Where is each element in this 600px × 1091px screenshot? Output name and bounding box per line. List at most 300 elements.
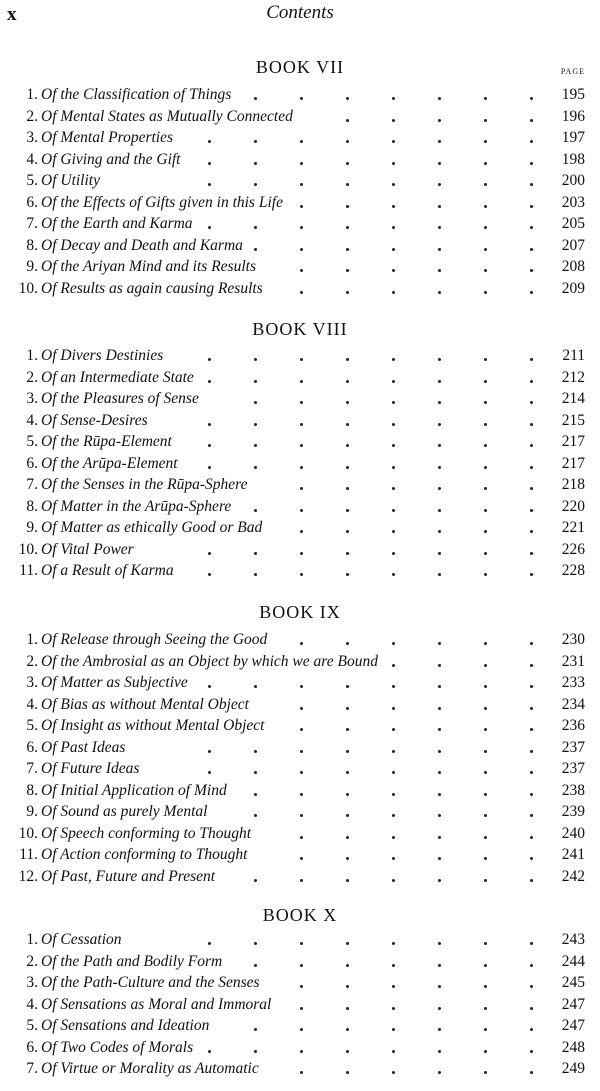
entry-number: 4. [26, 695, 38, 713]
leader-dot [530, 183, 533, 186]
entry-title: Of a Result of Karma [41, 562, 174, 579]
leader-dot [346, 291, 349, 294]
leader-dot [208, 1050, 211, 1053]
leader-dot [300, 358, 303, 361]
leader-dot [346, 814, 349, 817]
leader-dot [346, 857, 349, 860]
entry-number: 9. [26, 519, 38, 536]
leader-dot [254, 793, 257, 796]
entry-title: Of Utility [41, 172, 100, 189]
entry-number: 10. [18, 540, 38, 558]
toc-entry [0, 629, 600, 651]
leader-dot [254, 771, 257, 774]
leader-dot [392, 1028, 395, 1031]
entry-title: Of Future Ideas [41, 760, 140, 777]
leader-dot [438, 942, 441, 945]
entry-number: 7. [26, 476, 38, 493]
toc-entry [0, 278, 600, 300]
entry-page: 233 [561, 674, 585, 691]
leader-dot [392, 814, 395, 817]
leader-dot [438, 140, 441, 143]
leader-dot [484, 205, 487, 208]
leader-dot [346, 879, 349, 882]
entry-number: 1. [26, 86, 38, 103]
leader-dot [392, 119, 395, 122]
leader-dot [530, 269, 533, 272]
toc-entry [0, 235, 600, 257]
leader-dot [530, 380, 533, 383]
entry-number: 12. [18, 867, 38, 885]
leader-dot [392, 857, 395, 860]
leader-dot [300, 552, 303, 555]
leader-dot [300, 1007, 303, 1010]
leader-dot [300, 793, 303, 796]
entry-title: Of Results as again causing Results [41, 279, 263, 297]
leader-dot [392, 750, 395, 753]
leader-dot [530, 942, 533, 945]
leader-dot [392, 444, 395, 447]
leader-dot [438, 685, 441, 688]
entry-number: 11. [19, 562, 38, 579]
entry-title: Of the Ambrosial as an Object by which we are Bound [41, 652, 378, 670]
leader-dot [300, 140, 303, 143]
leader-dot [438, 444, 441, 447]
leader-dot [300, 964, 303, 967]
entry-number: 4. [26, 411, 38, 429]
entry-number: 5. [26, 433, 38, 450]
leader-dot [346, 140, 349, 143]
toc-entry [0, 994, 600, 1016]
leader-dot [392, 487, 395, 490]
leader-dot [392, 97, 395, 100]
toc-entry [0, 972, 600, 994]
toc-entry [0, 672, 600, 694]
leader-dot [254, 248, 257, 251]
entry-page: 237 [561, 760, 585, 777]
leader-dot [346, 401, 349, 404]
leader-dot [300, 183, 303, 186]
entry-page: 196 [561, 107, 585, 125]
leader-dot [300, 728, 303, 731]
leader-dot [484, 509, 487, 512]
entry-title: Of the Arūpa-Element [41, 454, 178, 472]
book-heading: BOOK IX [259, 602, 341, 622]
leader-dot [392, 879, 395, 882]
leader-dot [208, 942, 211, 945]
leader-dot [530, 642, 533, 645]
leader-dot [300, 642, 303, 645]
leader-dot [392, 380, 395, 383]
leader-dot [530, 985, 533, 988]
leader-dot [530, 444, 533, 447]
entry-page: 195 [561, 86, 585, 103]
leader-dot [346, 942, 349, 945]
entry-page: 244 [561, 952, 585, 970]
leader-dot [530, 119, 533, 122]
leader-dot [300, 509, 303, 512]
leader-dot [392, 162, 395, 165]
leader-dot [392, 985, 395, 988]
entry-page: 243 [561, 931, 585, 948]
entry-page: 230 [561, 631, 585, 648]
leader-dot [346, 964, 349, 967]
entry-title: Of Vital Power [41, 540, 134, 558]
leader-dot [438, 183, 441, 186]
leader-dot [254, 942, 257, 945]
leader-dot [300, 423, 303, 426]
leader-dot [530, 857, 533, 860]
entry-number: 10. [18, 824, 38, 842]
leader-dot [484, 707, 487, 710]
leader-dot [484, 269, 487, 272]
entry-number: 8. [26, 781, 38, 799]
entry-number: 1. [26, 631, 38, 648]
entry-number: 5. [26, 717, 38, 734]
leader-dot [300, 1071, 303, 1074]
leader-dot [392, 205, 395, 208]
toc-entry [0, 694, 600, 716]
leader-dot [392, 552, 395, 555]
entry-page: 242 [561, 867, 585, 885]
leader-dot [346, 162, 349, 165]
leader-dot [392, 1050, 395, 1053]
leader-dot [300, 444, 303, 447]
leader-dot [530, 771, 533, 774]
toc-entry [0, 823, 600, 845]
entry-title: Of Decay and Death and Karma [41, 236, 243, 254]
leader-dot [392, 836, 395, 839]
leader-dot [484, 685, 487, 688]
leader-dot [530, 1007, 533, 1010]
entry-title: Of Past, Future and Present [41, 867, 216, 885]
leader-dot [484, 750, 487, 753]
entry-page: 247 [561, 1017, 585, 1034]
leader-dot [392, 685, 395, 688]
entry-page: 234 [561, 695, 585, 713]
entry-number: 4. [26, 150, 38, 168]
leader-dot [300, 487, 303, 490]
toc-entry [0, 951, 600, 973]
leader-dot [484, 183, 487, 186]
leader-dot [392, 1007, 395, 1010]
leader-dot [346, 552, 349, 555]
leader-dot [208, 573, 211, 576]
entry-title: Of Bias as without Mental Object [41, 695, 249, 713]
entry-number: 11. [19, 846, 38, 863]
toc-entry [0, 256, 600, 278]
leader-dot [254, 183, 257, 186]
leader-dot [392, 664, 395, 667]
entry-number: 3. [26, 974, 38, 991]
leader-dot [438, 1007, 441, 1010]
leader-dot [438, 380, 441, 383]
leader-dot [254, 685, 257, 688]
leader-dot [438, 1050, 441, 1053]
entry-title: Of an Intermediate State [41, 368, 194, 386]
leader-dot [254, 140, 257, 143]
entry-number: 4. [26, 995, 38, 1013]
leader-dot [438, 879, 441, 882]
leader-dot [530, 664, 533, 667]
entry-page: 203 [561, 193, 585, 211]
leader-dot [530, 401, 533, 404]
leader-dot [484, 466, 487, 469]
book-heading: BOOK VIII [252, 319, 348, 339]
leader-dot [530, 509, 533, 512]
leader-dot [346, 642, 349, 645]
entry-number: 6. [26, 193, 38, 211]
leader-dot [346, 380, 349, 383]
leader-dot [530, 530, 533, 533]
toc-entry [0, 410, 600, 432]
leader-dot [484, 793, 487, 796]
leader-dot [438, 1028, 441, 1031]
leader-dot [254, 423, 257, 426]
leader-dot [484, 1007, 487, 1010]
entry-number: 6. [26, 738, 38, 756]
leader-dot [346, 750, 349, 753]
entry-page: 205 [561, 215, 585, 232]
leader-dot [300, 573, 303, 576]
leader-dot [484, 444, 487, 447]
leader-dot [254, 401, 257, 404]
entry-page: 218 [561, 476, 585, 493]
entry-number: 2. [26, 107, 38, 125]
leader-dot [392, 707, 395, 710]
toc-entry [0, 170, 600, 192]
entry-page: 200 [561, 172, 585, 189]
leader-dot [392, 248, 395, 251]
leader-dot [208, 162, 211, 165]
entry-title: Of Sensations and Ideation [41, 1017, 210, 1034]
leader-dot [438, 836, 441, 839]
entry-page: 211 [562, 347, 585, 364]
leader-dot [438, 857, 441, 860]
leader-dot [530, 162, 533, 165]
leader-dot [346, 466, 349, 469]
leader-dot [346, 836, 349, 839]
toc-entry [0, 84, 600, 106]
entry-title: Of the Rūpa-Element [41, 433, 172, 450]
entry-page: 237 [561, 738, 585, 756]
leader-dot [346, 205, 349, 208]
leader-dot [438, 793, 441, 796]
leader-dot [484, 119, 487, 122]
leader-dot [438, 552, 441, 555]
entry-page: 214 [561, 390, 585, 407]
leader-dot [484, 423, 487, 426]
entry-page: 228 [561, 562, 585, 579]
leader-dot [484, 162, 487, 165]
toc-entry [0, 844, 600, 866]
leader-dot [438, 509, 441, 512]
leader-dot [484, 1050, 487, 1053]
entry-title: Of the Classification of Things [41, 86, 232, 103]
leader-dot [300, 205, 303, 208]
leader-dot [530, 814, 533, 817]
leader-dot [346, 226, 349, 229]
leader-dot [530, 750, 533, 753]
leader-dot [438, 642, 441, 645]
leader-dot [438, 1071, 441, 1074]
entry-number: 7. [26, 760, 38, 777]
leader-dot [438, 423, 441, 426]
leader-dot [300, 269, 303, 272]
leader-dot [392, 291, 395, 294]
leader-dot [208, 423, 211, 426]
leader-dot [300, 879, 303, 882]
leader-dot [484, 857, 487, 860]
leader-dot [346, 183, 349, 186]
entry-page: 248 [561, 1038, 585, 1056]
toc-entry [0, 367, 600, 389]
leader-dot [438, 269, 441, 272]
toc-entry [0, 539, 600, 561]
leader-dot [438, 750, 441, 753]
leader-dot [300, 1028, 303, 1031]
entry-title: Of Mental Properties [41, 129, 174, 146]
toc-entry [0, 453, 600, 475]
leader-dot [438, 707, 441, 710]
entry-number: 2. [26, 652, 38, 670]
leader-dot [208, 358, 211, 361]
leader-dot [484, 573, 487, 576]
entry-number: 6. [26, 1038, 38, 1056]
entry-number: 6. [26, 454, 38, 472]
leader-dot [300, 771, 303, 774]
entry-title: Of Giving and the Gift [41, 150, 181, 168]
toc-entry [0, 758, 600, 780]
leader-dot [530, 226, 533, 229]
leader-dot [530, 964, 533, 967]
leader-dot [300, 530, 303, 533]
leader-dot [438, 226, 441, 229]
leader-dot [530, 97, 533, 100]
leader-dot [300, 985, 303, 988]
entry-title: Of the Senses in the Rūpa-Sphere [41, 476, 248, 493]
leader-dot [254, 814, 257, 817]
entry-title: Of the Path-Culture and the Senses [41, 974, 260, 991]
leader-dot [392, 530, 395, 533]
leader-dot [484, 728, 487, 731]
entry-title: Of Matter as Subjective [41, 674, 188, 691]
leader-dot [346, 771, 349, 774]
leader-dot [300, 162, 303, 165]
leader-dot [208, 226, 211, 229]
toc-entry [0, 474, 600, 496]
leader-dot [300, 942, 303, 945]
toc-entry [0, 929, 600, 951]
entry-title: Of Sense-Desires [41, 411, 148, 429]
entry-number: 3. [26, 129, 38, 146]
toc-entry [0, 388, 600, 410]
leader-dot [346, 269, 349, 272]
leader-dot [392, 728, 395, 731]
leader-dot [254, 226, 257, 229]
leader-dot [300, 814, 303, 817]
leader-dot [392, 423, 395, 426]
toc-entry [0, 213, 600, 235]
entry-page: 212 [561, 368, 585, 386]
leader-dot [484, 380, 487, 383]
leader-dot [346, 793, 349, 796]
entry-title: Of Initial Application of Mind [41, 781, 227, 799]
entry-page: 207 [561, 236, 585, 254]
leader-dot [346, 728, 349, 731]
leader-dot [530, 793, 533, 796]
leader-dot [530, 707, 533, 710]
entry-page: 217 [561, 454, 585, 472]
toc-entry [0, 192, 600, 214]
leader-dot [484, 964, 487, 967]
leader-dot [530, 573, 533, 576]
leader-dot [392, 183, 395, 186]
leader-dot [208, 750, 211, 753]
leader-dot [438, 664, 441, 667]
leader-dot [300, 836, 303, 839]
entry-number: 7. [26, 215, 38, 232]
toc-entry [0, 517, 600, 539]
leader-dot [346, 985, 349, 988]
leader-dot [346, 509, 349, 512]
toc-entry [0, 801, 600, 823]
leader-dot [392, 573, 395, 576]
entry-title: Of Two Codes of Morals [41, 1038, 194, 1056]
entry-number: 1. [26, 347, 38, 364]
leader-dot [438, 358, 441, 361]
entry-page: 245 [561, 974, 585, 991]
leader-dot [346, 423, 349, 426]
leader-dot [438, 97, 441, 100]
leader-dot [346, 1050, 349, 1053]
toc-entry [0, 1037, 600, 1059]
entry-page: 247 [561, 995, 585, 1013]
leader-dot [484, 879, 487, 882]
entry-number: 2. [26, 952, 38, 970]
leader-dot [438, 814, 441, 817]
leader-dot [254, 750, 257, 753]
leader-dot [530, 291, 533, 294]
leader-dot [300, 750, 303, 753]
entry-title: Of Divers Destinies [41, 347, 164, 364]
leader-dot [392, 269, 395, 272]
entry-page: 240 [561, 824, 585, 842]
leader-dot [392, 793, 395, 796]
leader-dot [208, 380, 211, 383]
leader-dot [300, 291, 303, 294]
toc-entry [0, 149, 600, 171]
entry-title: Of the Path and Bodily Form [41, 952, 223, 970]
entry-title: Of Action conforming to Thought [41, 846, 248, 863]
leader-dot [484, 226, 487, 229]
toc-entry [0, 345, 600, 367]
entry-title: Of the Effects of Gifts given in this Life [41, 193, 283, 211]
entry-page: 208 [561, 258, 585, 275]
toc-entry [0, 651, 600, 673]
leader-dot [346, 444, 349, 447]
leader-dot [530, 487, 533, 490]
leader-dot [438, 466, 441, 469]
leader-dot [346, 530, 349, 533]
leader-dot [438, 401, 441, 404]
toc-entry [0, 106, 600, 128]
leader-dot [530, 205, 533, 208]
leader-dot [484, 248, 487, 251]
leader-dot [254, 358, 257, 361]
leader-dot [254, 97, 257, 100]
leader-dot [208, 771, 211, 774]
entry-title: Of Past Ideas [41, 738, 126, 756]
